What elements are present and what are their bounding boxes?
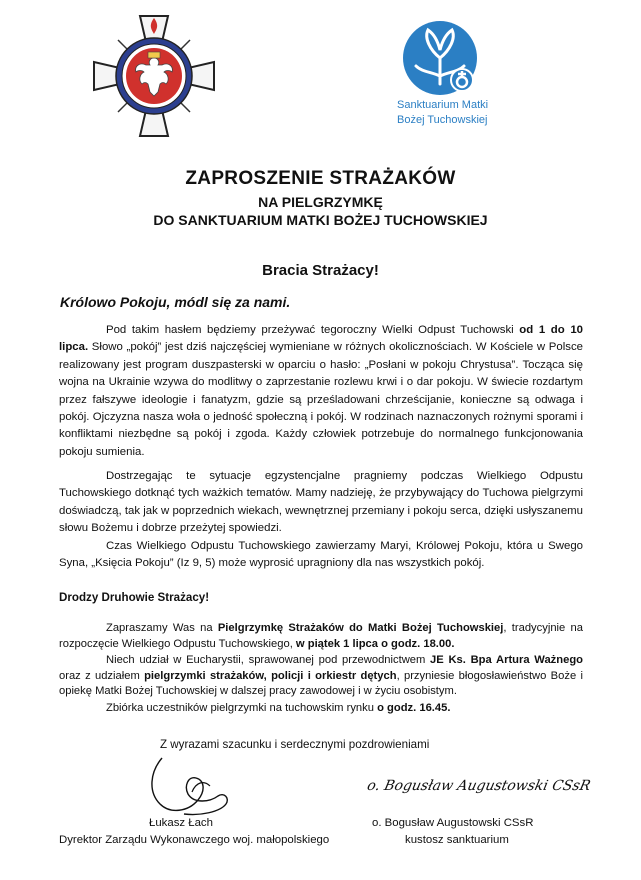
signer-right-name: o. Bogusław Augustowski CSsR	[372, 817, 534, 829]
paragraph-6-text-a: Zbiórka uczestników pielgrzymki na tuchowskim rynku	[106, 701, 378, 714]
paragraph-5-text-a: Niech udział w Eucharystii, sprawowanej pod przewodnictwem	[106, 654, 431, 666]
fire-brigade-emblem	[90, 12, 218, 140]
paragraph-6	[59, 701, 583, 717]
sanctuary-name-line2: Bożej Tuchowskiej	[397, 114, 488, 126]
signer-left-name: Łukasz Łach	[149, 817, 213, 829]
paragraph-1-dates: od 1 do 10 lipca.	[59, 324, 583, 354]
paragraph-5-text-e: , przyniesie błogosławieństwo Boże i opiekę Matki Bożej Tuchowskiej w dalszej pracy zawodowej i w życiu osobistym.	[59, 669, 583, 697]
paragraph-3-text: Czas Wielkiego Odpustu Tuchowskiego zawierzamy Maryi, Królowej Pokoju, która u Swego Syna, „Księcia Pokoju” (Iz 9, 5) może wyprosić upragniony dla nas wszystkich pokój.	[59, 540, 583, 570]
paragraph-4-event: Pielgrzymkę Strażaków do Matki Bożej Tuchowskiej	[217, 622, 504, 634]
sanctuary-name-line1: Sanktuarium Matki	[397, 99, 489, 111]
paragraph-4-date: w piątek 1 lipca o godz. 18.00.	[295, 637, 455, 650]
signature-left	[140, 752, 250, 824]
paragraph-6-time: o godz. 16.45.	[377, 701, 451, 714]
paragraph-4	[59, 621, 583, 652]
signer-right-role: kustosz sanktuarium	[405, 834, 509, 846]
paragraph-1-text-c: Słowo „pokój” jest dziś najczęściej wymieniane w różnych okolicznościach. W Kościele w Polsce realizowany jest program duszpasterski w oparciu o hasło: „Posłani w pokoju Chrystusa”. Tocząca się wojna na Ukrainie wzywa do modlitwy o zaprzestanie rozlewu krwi i o dar pokoju. W świecie rozdartym przez fałszywe ideologie i fanatyzm, gdzie są prześladowani chrześcijanie, konieczne są odwaga i pokój. Ojczyzna nasza woła o jedność społeczną i pokój. W rodzinach naznaczonych rożnymi sporami i konfliktami niezbędne są pokój i zgoda. Każdy człowiek potrzebuje do normalnego funkcjonowania pokoju sumienia.	[59, 341, 583, 458]
paragraph-3	[59, 538, 583, 573]
document-subtitle-line1: NA PIELGRZYMKĘ	[258, 194, 383, 210]
paragraph-2-text: Dostrzegając te sytuacje egzystencjalne pragniemy podczas Wielkiego Odpustu Tuchowskiego dotknąć tych ważkich tematów. Mamy nadzieję, że przybywający do Tuchowa pielgrzymi doświadczą, tak jak w poprzednich wiekach, wewnętrznej przemiany i pokoju serca, dzięki usłyszanemu słowu Bożemu i dobrze przeżytej spowiedzi.	[59, 470, 583, 535]
svg-text:o. Bogusław Augustowski CSsR: o. Bogusław Augustowski CSsR	[365, 778, 592, 794]
document-title: ZAPROSZENIE STRAŻAKÓW	[185, 168, 456, 189]
motto: Królowo Pokoju, módl się za nami.	[60, 294, 291, 310]
paragraph-5	[59, 653, 583, 700]
paragraph-5-text-c: oraz z udziałem	[59, 669, 145, 682]
greeting: Bracia Strażacy!	[262, 262, 379, 279]
section-greeting: Drodzy Druhowie Strażacy!	[59, 591, 210, 604]
closing-line: Z wyrazami szacunku i serdecznymi pozdrowieniami	[160, 738, 430, 751]
paragraph-5-participants: pielgrzymki strażaków, policji i orkiestr dętych	[144, 669, 397, 682]
signature-right	[365, 764, 592, 804]
document-subtitle-line2: DO SANKTUARIUM MATKI BOŻEJ TUCHOWSKIEJ	[153, 212, 488, 228]
paragraph-1-text-a: Pod takim hasłem będziemy przeżywać tegoroczny Wielki Odpust Tuchowski	[106, 324, 520, 336]
paragraph-1	[59, 322, 583, 461]
paragraph-4-text-a: Zapraszamy Was na	[106, 622, 218, 634]
paragraph-5-bishop: JE Ks. Bpa Artura Ważnego	[430, 654, 583, 666]
sanctuary-name	[397, 98, 547, 128]
signer-left-role: Dyrektor Zarządu Wykonawczego woj. małopolskiego	[59, 834, 330, 846]
invitation-section	[59, 621, 583, 716]
paragraph-2	[59, 468, 583, 538]
paragraph-4-text-c: , tradycyjnie na rozpoczęcie Wielkiego Odpustu Tuchowskiego,	[59, 622, 583, 650]
